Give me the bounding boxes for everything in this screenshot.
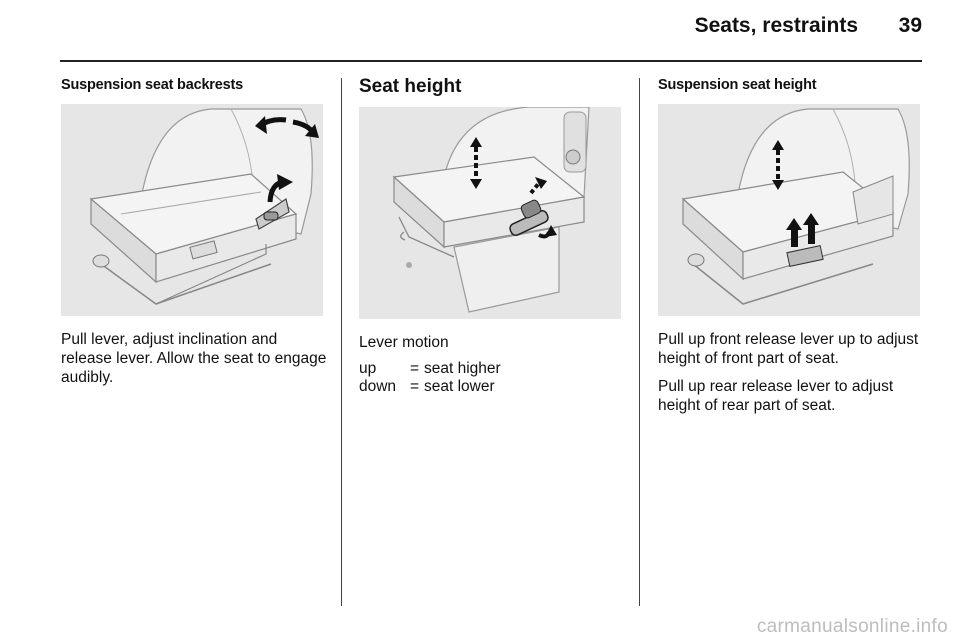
suspension-height-body: [658, 330, 924, 424]
lever-equals: =: [410, 360, 420, 377]
column-divider: [639, 78, 640, 606]
backrests-paragraph: Pull lever, adjust inclination and release lever. Allow the seat to engage audibly.: [61, 331, 327, 386]
section-title: Seats, restraints: [694, 14, 858, 37]
seat-height-drawing: [359, 107, 621, 319]
suspension-height-illustration: [658, 104, 920, 316]
rear-lever-paragraph: Pull up rear release lever to adjust height of rear part of seat.: [658, 378, 894, 414]
seat-height-illustration: [359, 107, 621, 319]
lever-row-down: [359, 378, 629, 396]
lever-key: down: [359, 378, 397, 395]
backrests-body: [61, 330, 331, 396]
lever-equals: =: [410, 378, 420, 395]
header-rule: [60, 60, 922, 62]
front-lever-paragraph: Pull up front release lever up to adjust height of front part of seat.: [658, 331, 919, 367]
suspension-height-heading: Suspension seat height: [658, 77, 817, 93]
page-number: 39: [898, 14, 922, 37]
seat-height-heading: Seat height: [359, 76, 462, 97]
backrests-heading: Suspension seat backrests: [61, 77, 243, 93]
lever-motion-label: Lever motion: [359, 334, 449, 351]
seat-backrest-drawing: [61, 104, 323, 316]
lever-value: seat lower: [424, 378, 495, 395]
column-divider: [341, 78, 342, 606]
seat-height-body: [359, 333, 629, 396]
suspension-seat-drawing: [658, 104, 920, 316]
backrest-seat-illustration: [61, 104, 323, 316]
lever-value: seat higher: [424, 360, 501, 377]
lever-row-up: [359, 360, 629, 378]
watermark: carmanualsonline.info: [756, 616, 948, 637]
lever-key: up: [359, 360, 377, 377]
